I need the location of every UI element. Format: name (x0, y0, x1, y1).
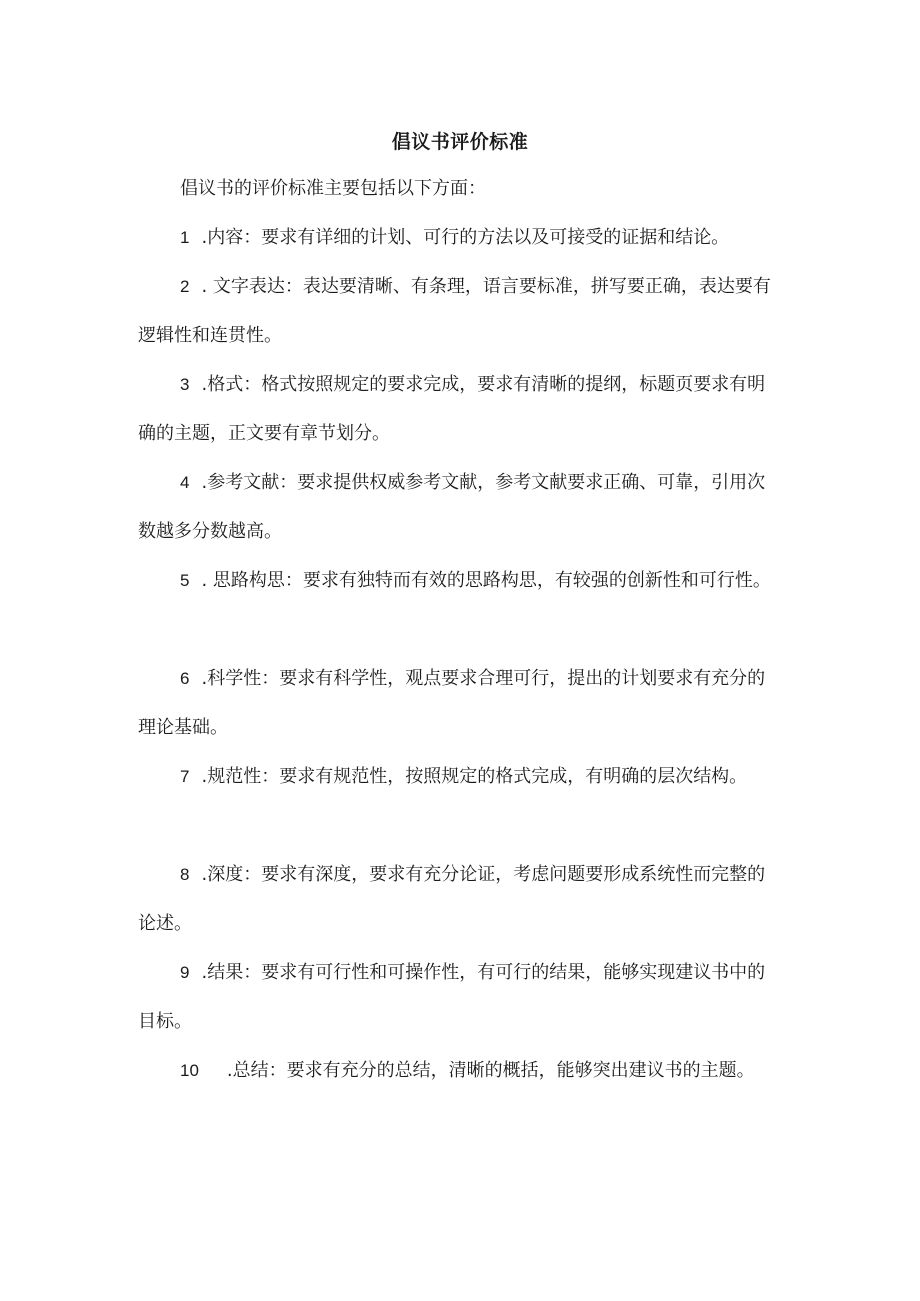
criterion-item-7 (138, 752, 778, 801)
criterion-number: 6 (180, 669, 190, 688)
criterion-text: . 文字表达：表达要清晰、有条理，语言要标准，拼写要正确，表达要有逻辑性和连贯性。 (138, 276, 771, 346)
criterion-item-5 (138, 556, 778, 605)
criterion-text: .参考文献：要求提供权威参考文献，参考文献要求正确、可靠，引用次数越多分数越高。 (138, 472, 766, 542)
criterion-number: 1 (180, 228, 190, 247)
criterion-text: .内容：要求有详细的计划、可行的方法以及可接受的证据和结论。 (201, 227, 730, 248)
criterion-text: .格式：格式按照规定的要求完成，要求有清晰的提纲，标题页要求有明确的主题，正文要有章节划分。 (138, 374, 766, 444)
criterion-number: 3 (180, 375, 190, 394)
criterion-text: .深度：要求有深度，要求有充分论证，考虑问题要形成系统性而完整的论述。 (138, 864, 766, 934)
intro-paragraph: 倡议书的评价标准主要包括以下方面： (180, 178, 486, 199)
criterion-number: 8 (180, 865, 190, 884)
criterion-number: 10 (180, 1061, 199, 1080)
criterion-item-4 (138, 458, 778, 556)
criterion-text: . 思路构思：要求有独特而有效的思路构思，有较强的创新性和可行性。 (201, 570, 771, 591)
criterion-number: 4 (180, 473, 190, 492)
criterion-number: 5 (180, 571, 190, 590)
criterion-text: .总结：要求有充分的总结，清晰的概括，能够突出建议书的主题。 (226, 1060, 755, 1081)
criterion-item-1 (138, 213, 778, 262)
criterion-text: .结果：要求有可行性和可操作性，有可行的结果，能够实现建议书中的目标。 (138, 962, 766, 1032)
criterion-item-9 (138, 948, 778, 1046)
criterion-text: .科学性：要求有科学性，观点要求合理可行，提出的计划要求有充分的理论基础。 (138, 668, 766, 738)
criterion-item-10 (138, 1046, 778, 1095)
criterion-text: .规范性：要求有规范性，按照规定的格式完成，有明确的层次结构。 (201, 766, 748, 787)
criterion-number: 7 (180, 767, 190, 786)
criterion-item-3 (138, 360, 778, 458)
document-title: 倡议书评价标准 (391, 131, 529, 153)
criterion-number: 2 (180, 277, 190, 296)
criterion-item-2 (138, 262, 778, 360)
criterion-item-8 (138, 850, 778, 948)
criterion-item-6 (138, 654, 778, 752)
criterion-number: 9 (180, 963, 190, 982)
